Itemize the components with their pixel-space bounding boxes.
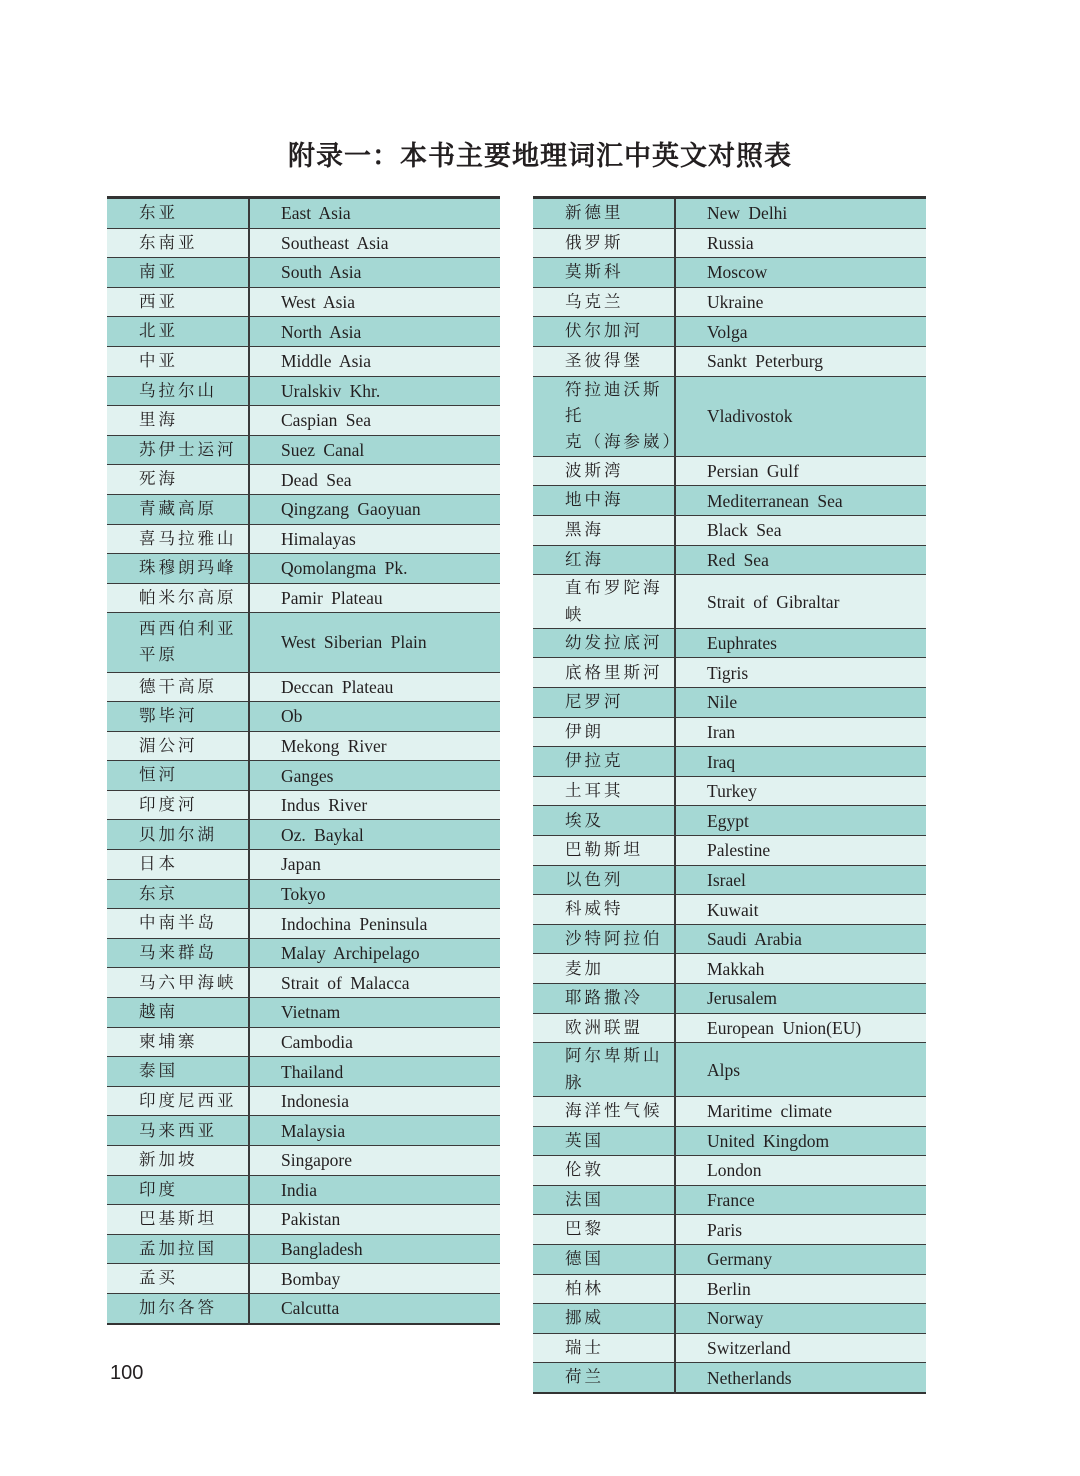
chinese-term-cell: 伊朗 — [533, 717, 675, 747]
english-term-cell: Vladivostok — [675, 376, 926, 456]
english-term-cell: Indonesia — [249, 1086, 500, 1116]
glossary-table-left — [107, 196, 500, 1325]
table-row — [107, 346, 500, 376]
table-row — [533, 317, 926, 347]
table-row — [533, 688, 926, 718]
chinese-term-cell: 瑞士 — [533, 1333, 675, 1363]
chinese-term-cell: 马来西亚 — [107, 1116, 249, 1146]
table-row — [533, 954, 926, 984]
chinese-term-cell: 孟买 — [107, 1264, 249, 1294]
english-term-cell: Tigris — [675, 658, 926, 688]
table-row — [533, 658, 926, 688]
table-row — [107, 376, 500, 406]
table-row — [533, 456, 926, 486]
english-term-cell: Jerusalem — [675, 984, 926, 1014]
english-term-cell: New Delhi — [675, 198, 926, 229]
english-term-cell: East Asia — [249, 198, 500, 229]
english-term-cell: Strait of Malacca — [249, 968, 500, 998]
english-term-cell: Persian Gulf — [675, 456, 926, 486]
english-term-cell: Alps — [675, 1043, 926, 1097]
table-row — [533, 836, 926, 866]
chinese-term-cell: 阿尔卑斯山脉 — [533, 1043, 675, 1097]
table-row — [107, 1234, 500, 1264]
chinese-term-cell: 死海 — [107, 465, 249, 495]
english-term-cell: Saudi Arabia — [675, 924, 926, 954]
english-term-cell: Mekong River — [249, 731, 500, 761]
table-row — [533, 895, 926, 925]
english-term-cell: Vietnam — [249, 998, 500, 1028]
table-row — [533, 1274, 926, 1304]
chinese-term-cell: 苏伊士运河 — [107, 435, 249, 465]
table-row — [107, 406, 500, 436]
english-term-cell: Ukraine — [675, 287, 926, 317]
english-term-cell: Tokyo — [249, 879, 500, 909]
chinese-term-cell: 印度尼西亚 — [107, 1086, 249, 1116]
chinese-term-cell: 印度 — [107, 1175, 249, 1205]
table-row — [107, 1293, 500, 1323]
english-term-cell: Red Sea — [675, 545, 926, 575]
english-term-cell: Volga — [675, 317, 926, 347]
chinese-term-cell: 新加坡 — [107, 1146, 249, 1176]
chinese-term-cell: 沙特阿拉伯 — [533, 924, 675, 954]
chinese-term-cell: 巴勒斯坦 — [533, 836, 675, 866]
chinese-term-cell: 日本 — [107, 850, 249, 880]
glossary-table-right — [533, 196, 926, 1394]
table-row — [107, 761, 500, 791]
chinese-term-cell: 北亚 — [107, 317, 249, 347]
english-term-cell: Uralskiv Khr. — [249, 376, 500, 406]
chinese-term-cell: 科威特 — [533, 895, 675, 925]
table-row — [533, 776, 926, 806]
chinese-term-cell: 东京 — [107, 879, 249, 909]
chinese-term-cell: 柏林 — [533, 1274, 675, 1304]
table-row — [107, 1205, 500, 1235]
english-term-cell: Paris — [675, 1215, 926, 1245]
table-row — [107, 198, 500, 229]
chinese-term-cell: 莫斯科 — [533, 258, 675, 288]
chinese-term-cell: 欧洲联盟 — [533, 1013, 675, 1043]
table-row — [533, 575, 926, 629]
chinese-term-cell: 伦敦 — [533, 1156, 675, 1186]
table-row — [533, 984, 926, 1014]
table-row — [533, 1096, 926, 1126]
english-term-cell: Caspian Sea — [249, 406, 500, 436]
chinese-term-cell: 中南半岛 — [107, 909, 249, 939]
table-row — [107, 1175, 500, 1205]
table-row — [107, 909, 500, 939]
chinese-term-cell: 麦加 — [533, 954, 675, 984]
chinese-term-cell: 帕米尔高原 — [107, 583, 249, 613]
table-row — [533, 258, 926, 288]
english-term-cell: Suez Canal — [249, 435, 500, 465]
chinese-term-cell: 俄罗斯 — [533, 228, 675, 258]
table-row — [533, 806, 926, 836]
table-row — [533, 628, 926, 658]
table-row — [107, 524, 500, 554]
english-term-cell: Egypt — [675, 806, 926, 836]
table-row — [107, 465, 500, 495]
table-row — [107, 1027, 500, 1057]
table-row — [533, 486, 926, 516]
english-term-cell: Israel — [675, 865, 926, 895]
chinese-term-cell: 东亚 — [107, 198, 249, 229]
table-row — [533, 747, 926, 777]
table-row — [107, 228, 500, 258]
glossary-table-left-body — [107, 198, 500, 1324]
chinese-term-cell: 英国 — [533, 1126, 675, 1156]
table-row — [107, 968, 500, 998]
chinese-term-cell: 黑海 — [533, 515, 675, 545]
chinese-term-cell: 孟加拉国 — [107, 1234, 249, 1264]
glossary-table-right-body — [533, 198, 926, 1393]
english-term-cell: Switzerland — [675, 1333, 926, 1363]
table-row — [107, 790, 500, 820]
table-row — [533, 865, 926, 895]
english-term-cell: Malaysia — [249, 1116, 500, 1146]
table-row — [533, 1126, 926, 1156]
english-term-cell: North Asia — [249, 317, 500, 347]
chinese-term-cell: 波斯湾 — [533, 456, 675, 486]
table-row — [533, 228, 926, 258]
english-term-cell: France — [675, 1185, 926, 1215]
table-row — [533, 1244, 926, 1274]
english-term-cell: Indus River — [249, 790, 500, 820]
table-row — [107, 1057, 500, 1087]
chinese-term-cell: 越南 — [107, 998, 249, 1028]
chinese-term-cell: 柬埔寨 — [107, 1027, 249, 1057]
english-term-cell: Nile — [675, 688, 926, 718]
chinese-term-cell: 伏尔加河 — [533, 317, 675, 347]
chinese-term-cell: 印度河 — [107, 790, 249, 820]
page-title: 附录一：本书主要地理词汇中英文对照表 — [288, 141, 792, 172]
english-term-cell: Middle Asia — [249, 346, 500, 376]
table-row — [107, 258, 500, 288]
english-term-cell: India — [249, 1175, 500, 1205]
table-row — [533, 198, 926, 229]
english-term-cell: Iran — [675, 717, 926, 747]
chinese-term-cell: 东南亚 — [107, 228, 249, 258]
table-row — [107, 938, 500, 968]
chinese-term-cell: 里海 — [107, 406, 249, 436]
english-term-cell: Netherlands — [675, 1363, 926, 1393]
english-term-cell: European Union(EU) — [675, 1013, 926, 1043]
english-term-cell: Calcutta — [249, 1293, 500, 1323]
english-term-cell: Ganges — [249, 761, 500, 791]
table-row — [107, 435, 500, 465]
table-row — [107, 1086, 500, 1116]
chinese-term-cell: 湄公河 — [107, 731, 249, 761]
table-row — [107, 554, 500, 584]
chinese-term-cell: 乌克兰 — [533, 287, 675, 317]
chinese-term-cell: 鄂毕河 — [107, 702, 249, 732]
table-row — [533, 515, 926, 545]
chinese-term-cell: 土耳其 — [533, 776, 675, 806]
chinese-term-cell: 埃及 — [533, 806, 675, 836]
english-term-cell: Kuwait — [675, 895, 926, 925]
english-term-cell: Mediterranean Sea — [675, 486, 926, 516]
english-term-cell: Ob — [249, 702, 500, 732]
english-term-cell: Japan — [249, 850, 500, 880]
page-number: 100 — [110, 1362, 144, 1384]
chinese-term-cell: 以色列 — [533, 865, 675, 895]
table-row — [107, 702, 500, 732]
table-row — [107, 613, 500, 672]
chinese-term-cell: 马来群岛 — [107, 938, 249, 968]
english-term-cell: Iraq — [675, 747, 926, 777]
english-term-cell: Maritime climate — [675, 1096, 926, 1126]
english-term-cell: Germany — [675, 1244, 926, 1274]
chinese-term-cell: 尼罗河 — [533, 688, 675, 718]
chinese-term-cell: 恒河 — [107, 761, 249, 791]
chinese-term-cell: 巴黎 — [533, 1215, 675, 1245]
english-term-cell: London — [675, 1156, 926, 1186]
table-row — [107, 731, 500, 761]
table-row — [107, 672, 500, 702]
english-term-cell: Deccan Plateau — [249, 672, 500, 702]
table-row — [107, 1146, 500, 1176]
english-term-cell: Black Sea — [675, 515, 926, 545]
table-row — [107, 317, 500, 347]
table-row — [533, 717, 926, 747]
english-term-cell: Norway — [675, 1304, 926, 1334]
english-term-cell: West Siberian Plain — [249, 613, 500, 672]
chinese-term-cell: 挪威 — [533, 1304, 675, 1334]
chinese-term-cell: 加尔各答 — [107, 1293, 249, 1323]
table-row — [107, 1116, 500, 1146]
english-term-cell: Qingzang Gaoyuan — [249, 494, 500, 524]
english-term-cell: United Kingdom — [675, 1126, 926, 1156]
english-term-cell: Pamir Plateau — [249, 583, 500, 613]
english-term-cell: Makkah — [675, 954, 926, 984]
english-term-cell: Strait of Gibraltar — [675, 575, 926, 629]
english-term-cell: Pakistan — [249, 1205, 500, 1235]
english-term-cell: Malay Archipelago — [249, 938, 500, 968]
english-term-cell: Thailand — [249, 1057, 500, 1087]
chinese-term-cell: 西亚 — [107, 287, 249, 317]
chinese-term-cell: 红海 — [533, 545, 675, 575]
table-row — [533, 1304, 926, 1334]
chinese-term-cell: 地中海 — [533, 486, 675, 516]
english-term-cell: Palestine — [675, 836, 926, 866]
english-term-cell: Russia — [675, 228, 926, 258]
english-term-cell: Singapore — [249, 1146, 500, 1176]
english-term-cell: Southeast Asia — [249, 228, 500, 258]
chinese-term-cell: 海洋性气候 — [533, 1096, 675, 1126]
english-term-cell: Oz. Baykal — [249, 820, 500, 850]
chinese-term-cell: 南亚 — [107, 258, 249, 288]
chinese-term-cell: 中亚 — [107, 346, 249, 376]
table-row — [107, 494, 500, 524]
chinese-term-cell: 耶路撒冷 — [533, 984, 675, 1014]
table-row — [533, 346, 926, 376]
table-row — [533, 376, 926, 456]
chinese-term-cell: 底格里斯河 — [533, 658, 675, 688]
english-term-cell: Dead Sea — [249, 465, 500, 495]
table-row — [533, 1013, 926, 1043]
english-term-cell: Indochina Peninsula — [249, 909, 500, 939]
chinese-term-cell: 伊拉克 — [533, 747, 675, 777]
table-row — [533, 545, 926, 575]
chinese-term-cell: 符拉迪沃斯托 克（海参崴） — [533, 376, 675, 456]
chinese-term-cell: 幼发拉底河 — [533, 628, 675, 658]
chinese-term-cell: 珠穆朗玛峰 — [107, 554, 249, 584]
english-term-cell: West Asia — [249, 287, 500, 317]
chinese-term-cell: 法国 — [533, 1185, 675, 1215]
english-term-cell: South Asia — [249, 258, 500, 288]
chinese-term-cell: 泰国 — [107, 1057, 249, 1087]
table-row — [533, 1156, 926, 1186]
table-row — [533, 1333, 926, 1363]
chinese-term-cell: 圣彼得堡 — [533, 346, 675, 376]
english-term-cell: Moscow — [675, 258, 926, 288]
english-term-cell: Sankt Peterburg — [675, 346, 926, 376]
english-term-cell: Bombay — [249, 1264, 500, 1294]
chinese-term-cell: 喜马拉雅山 — [107, 524, 249, 554]
chinese-term-cell: 西西伯利亚 平原 — [107, 613, 249, 672]
english-term-cell: Qomolangma Pk. — [249, 554, 500, 584]
english-term-cell: Bangladesh — [249, 1234, 500, 1264]
english-term-cell: Euphrates — [675, 628, 926, 658]
table-row — [533, 1185, 926, 1215]
table-row — [107, 820, 500, 850]
chinese-term-cell: 巴基斯坦 — [107, 1205, 249, 1235]
chinese-term-cell: 德国 — [533, 1244, 675, 1274]
table-row — [107, 879, 500, 909]
table-row — [107, 998, 500, 1028]
table-row — [533, 1215, 926, 1245]
english-term-cell: Turkey — [675, 776, 926, 806]
chinese-term-cell: 贝加尔湖 — [107, 820, 249, 850]
table-row — [107, 1264, 500, 1294]
table-row — [107, 850, 500, 880]
table-row — [533, 287, 926, 317]
table-row — [533, 1043, 926, 1097]
table-row — [533, 1363, 926, 1393]
table-row — [107, 287, 500, 317]
chinese-term-cell: 新德里 — [533, 198, 675, 229]
english-term-cell: Berlin — [675, 1274, 926, 1304]
chinese-term-cell: 荷兰 — [533, 1363, 675, 1393]
english-term-cell: Himalayas — [249, 524, 500, 554]
table-row — [533, 924, 926, 954]
chinese-term-cell: 乌拉尔山 — [107, 376, 249, 406]
chinese-term-cell: 青藏高原 — [107, 494, 249, 524]
table-row — [107, 583, 500, 613]
english-term-cell: Cambodia — [249, 1027, 500, 1057]
chinese-term-cell: 直布罗陀海峡 — [533, 575, 675, 629]
chinese-term-cell: 德干高原 — [107, 672, 249, 702]
chinese-term-cell: 马六甲海峡 — [107, 968, 249, 998]
